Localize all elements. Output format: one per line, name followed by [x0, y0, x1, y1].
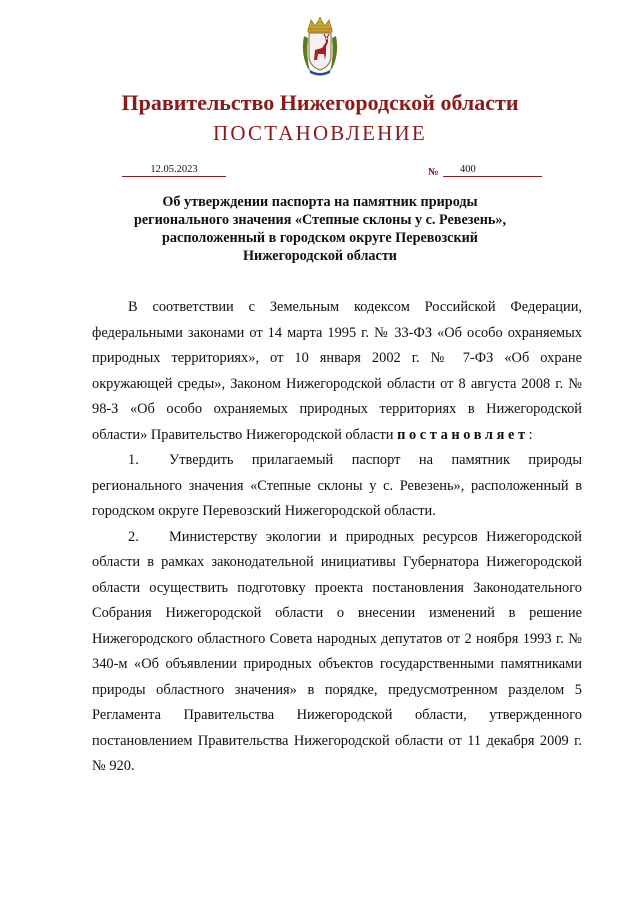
subject-line: регионального значения «Степные склоны у с. Ревезень»,: [133, 212, 507, 228]
item-number: 1.: [128, 452, 139, 468]
subject-line: Нижегородской области: [243, 248, 397, 264]
subject-line: Об утверждении паспорта на памятник природы: [162, 194, 478, 210]
number-sign: №: [428, 167, 439, 178]
decree-suffix: :: [528, 426, 533, 443]
coat-of-arms-icon: [300, 16, 340, 78]
list-item: [92, 525, 582, 780]
document-type: ПОСТАНОВЛЕНИЕ: [213, 121, 427, 145]
subject-line: расположенный в городском округе Перевозский: [162, 230, 478, 246]
item-text: Министерству экологии и природных ресурсов Нижегородской области в рамках законодательной инициативы Губернатора Нижегородской области осуществить подготовку проекта постановления Законодательного Собрания Нижегородской области о внесении изменений в решение Нижегородского областного Совета народных депутатов от 2 ноября 1993 г. № 340-м «Об объявлении природных объектов государственными памятниками природы областного значения» в порядке, предусмотренном разделом 5 Регламента Правительства Нижегородской области, утвержденного постановлением Правительства Нижегородской области от 11 декабря 2009 г. № 920.: [92, 528, 582, 774]
document-subject: [110, 193, 530, 265]
government-name: Правительство Нижегородской области: [121, 90, 519, 115]
item-text: Утвердить прилагаемый паспорт на памятник природы регионального значения «Степные склоны у с. Ревезень», расположенный в городском округе Перевозский Нижегородской области.: [92, 452, 582, 519]
document-body: [92, 295, 582, 780]
item-number: 2.: [128, 528, 139, 545]
document-date: 12.05.2023: [122, 164, 226, 177]
preamble-text: В соответствии с Земельным кодексом Российской Федерации, федеральными законами от 14 марта 1995 г. № 33-ФЗ «Об особо охраняемых природных территориях», от 10 января 2002 г. № 7-ФЗ «Об охране окружающей среды», Законом Нижегородской области от 8 августа 2008 г. № 98-З «Об особо охраняемых природных территориях в Нижегородской области» Правительство Нижегородской области: [92, 299, 582, 443]
list-item: [92, 448, 582, 525]
document-number: 400: [443, 164, 542, 177]
preamble-paragraph: [92, 295, 582, 448]
decree-word: постановляет: [397, 426, 529, 443]
